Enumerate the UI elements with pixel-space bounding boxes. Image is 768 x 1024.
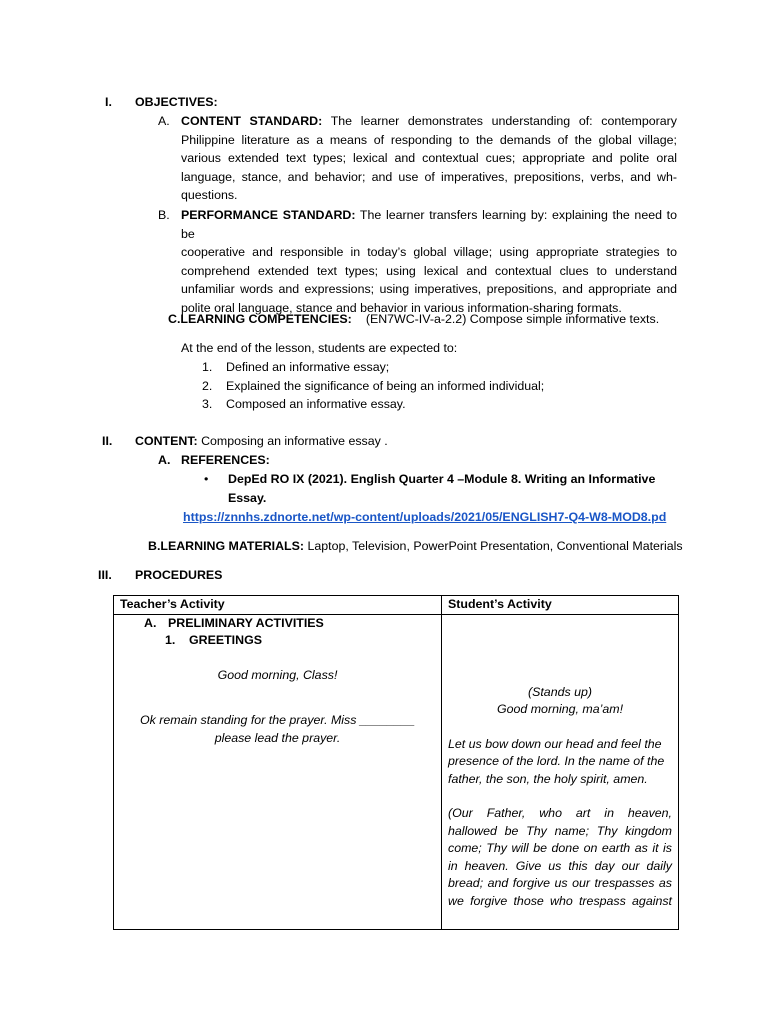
learning-competencies: [168, 310, 659, 329]
student-stands: (Stands up): [527, 684, 593, 699]
list-item: 2. Explained the significance of being an informed individual;: [202, 378, 545, 393]
table-row: [114, 614, 679, 929]
references-heading: REFERENCES:: [181, 453, 270, 467]
student-prayer-intro: Let us bow down our head and feel the presence of the lord. In the name of the father, the son, the holy spirit, amen.: [448, 736, 665, 786]
expectation-list: [202, 358, 544, 414]
performance-standard-label: PERFORMANCE STANDARD:: [181, 208, 356, 222]
teacher-greeting: Good morning, Class!: [217, 667, 338, 682]
student-column-header: Student’s Activity: [442, 596, 679, 615]
references-letter: A.: [158, 453, 171, 467]
teacher-column-header: Teacher’s Activity: [114, 596, 442, 615]
learning-materials-label: B.LEARNING MATERIALS:: [148, 539, 305, 553]
reference-citation: DepEd RO IX (2021). English Quarter 4 –Module 8. Writing an Informative Essay.: [228, 472, 656, 505]
teacher-prayer-instruction: Ok remain standing for the prayer. Miss ________ please lead the prayer.: [139, 713, 416, 745]
content-label: CONTENT:: [135, 434, 198, 448]
content-standard: CONTENT STANDARD: The learner demonstrates understanding of: contemporary Philippine literature as a means of responding to the demands of the global village; various extended text types; lexical and contextual cues; appropriate and polite oral language, stance, and behavior; and use of imperatives, prepositions, verbs, and wh- questions.: [181, 114, 677, 203]
performance-standard: PERFORMANCE STANDARD: The learner transfers learning by: explaining the need to be cooperative and responsible in today’s global village; using appropriate strategies to comprehend extended text types; using lexical and contextual clues to understand unfamiliar words and expressions; using imperatives, prepositions, and appropriate and polite oral language, stance and behavior in various information-sharing formats.: [181, 208, 677, 315]
learning-competencies-text: (EN7WC-IV-a-2.2) Compose simple informative texts.: [365, 312, 660, 326]
section-numeral-procedures: III.: [98, 568, 112, 582]
procedures-table: [113, 595, 679, 930]
content-standard-label: CONTENT STANDARD:: [181, 114, 323, 128]
content-standard-letter: A.: [158, 114, 170, 128]
student-greeting: Good morning, ma’am!: [496, 702, 624, 716]
learning-materials-text: Laptop, Television, PowerPoint Presentation, Conventional Materials: [307, 539, 683, 553]
preliminary-activities: A. PRELIMINARY ACTIVITIES: [144, 615, 324, 630]
performance-standard-letter: B.: [158, 208, 170, 222]
learning-materials: [148, 537, 683, 556]
learning-competencies-label: C.LEARNING COMPETENCIES:: [168, 312, 352, 326]
reference-link[interactable]: https://znnhs.zdnorte.net/wp-content/uploads/2021/05/ENGLISH7-Q4-W8-MOD8.pd: [183, 510, 667, 524]
list-item: 3. Composed an informative essay.: [202, 397, 406, 412]
content-line: [135, 432, 388, 451]
table-header-row: [114, 596, 679, 615]
expectation-intro: At the end of the lesson, students are expected to:: [181, 341, 458, 355]
list-item: 1. Defined an informative essay;: [202, 360, 390, 374]
objectives-heading: OBJECTIVES:: [135, 95, 218, 109]
teacher-activity-cell: [114, 614, 442, 929]
student-activity-cell: [442, 614, 679, 929]
section-numeral-objectives: I.: [105, 95, 112, 109]
procedures-heading: PROCEDURES: [135, 568, 223, 582]
student-prayer-our-father: (Our Father, who art in heaven, hallowed be Thy name; Thy kingdom come; Thy will be done on earth as it is in heaven. Give us this day our daily bread; and forgive us our trespasses as we forgive those who trespass against: [448, 806, 672, 908]
greetings-heading: 1. GREETINGS: [165, 633, 262, 647]
content-text: Composing an informative essay .: [201, 434, 388, 448]
section-numeral-content: II.: [102, 434, 113, 448]
bullet-icon: •: [204, 472, 209, 486]
